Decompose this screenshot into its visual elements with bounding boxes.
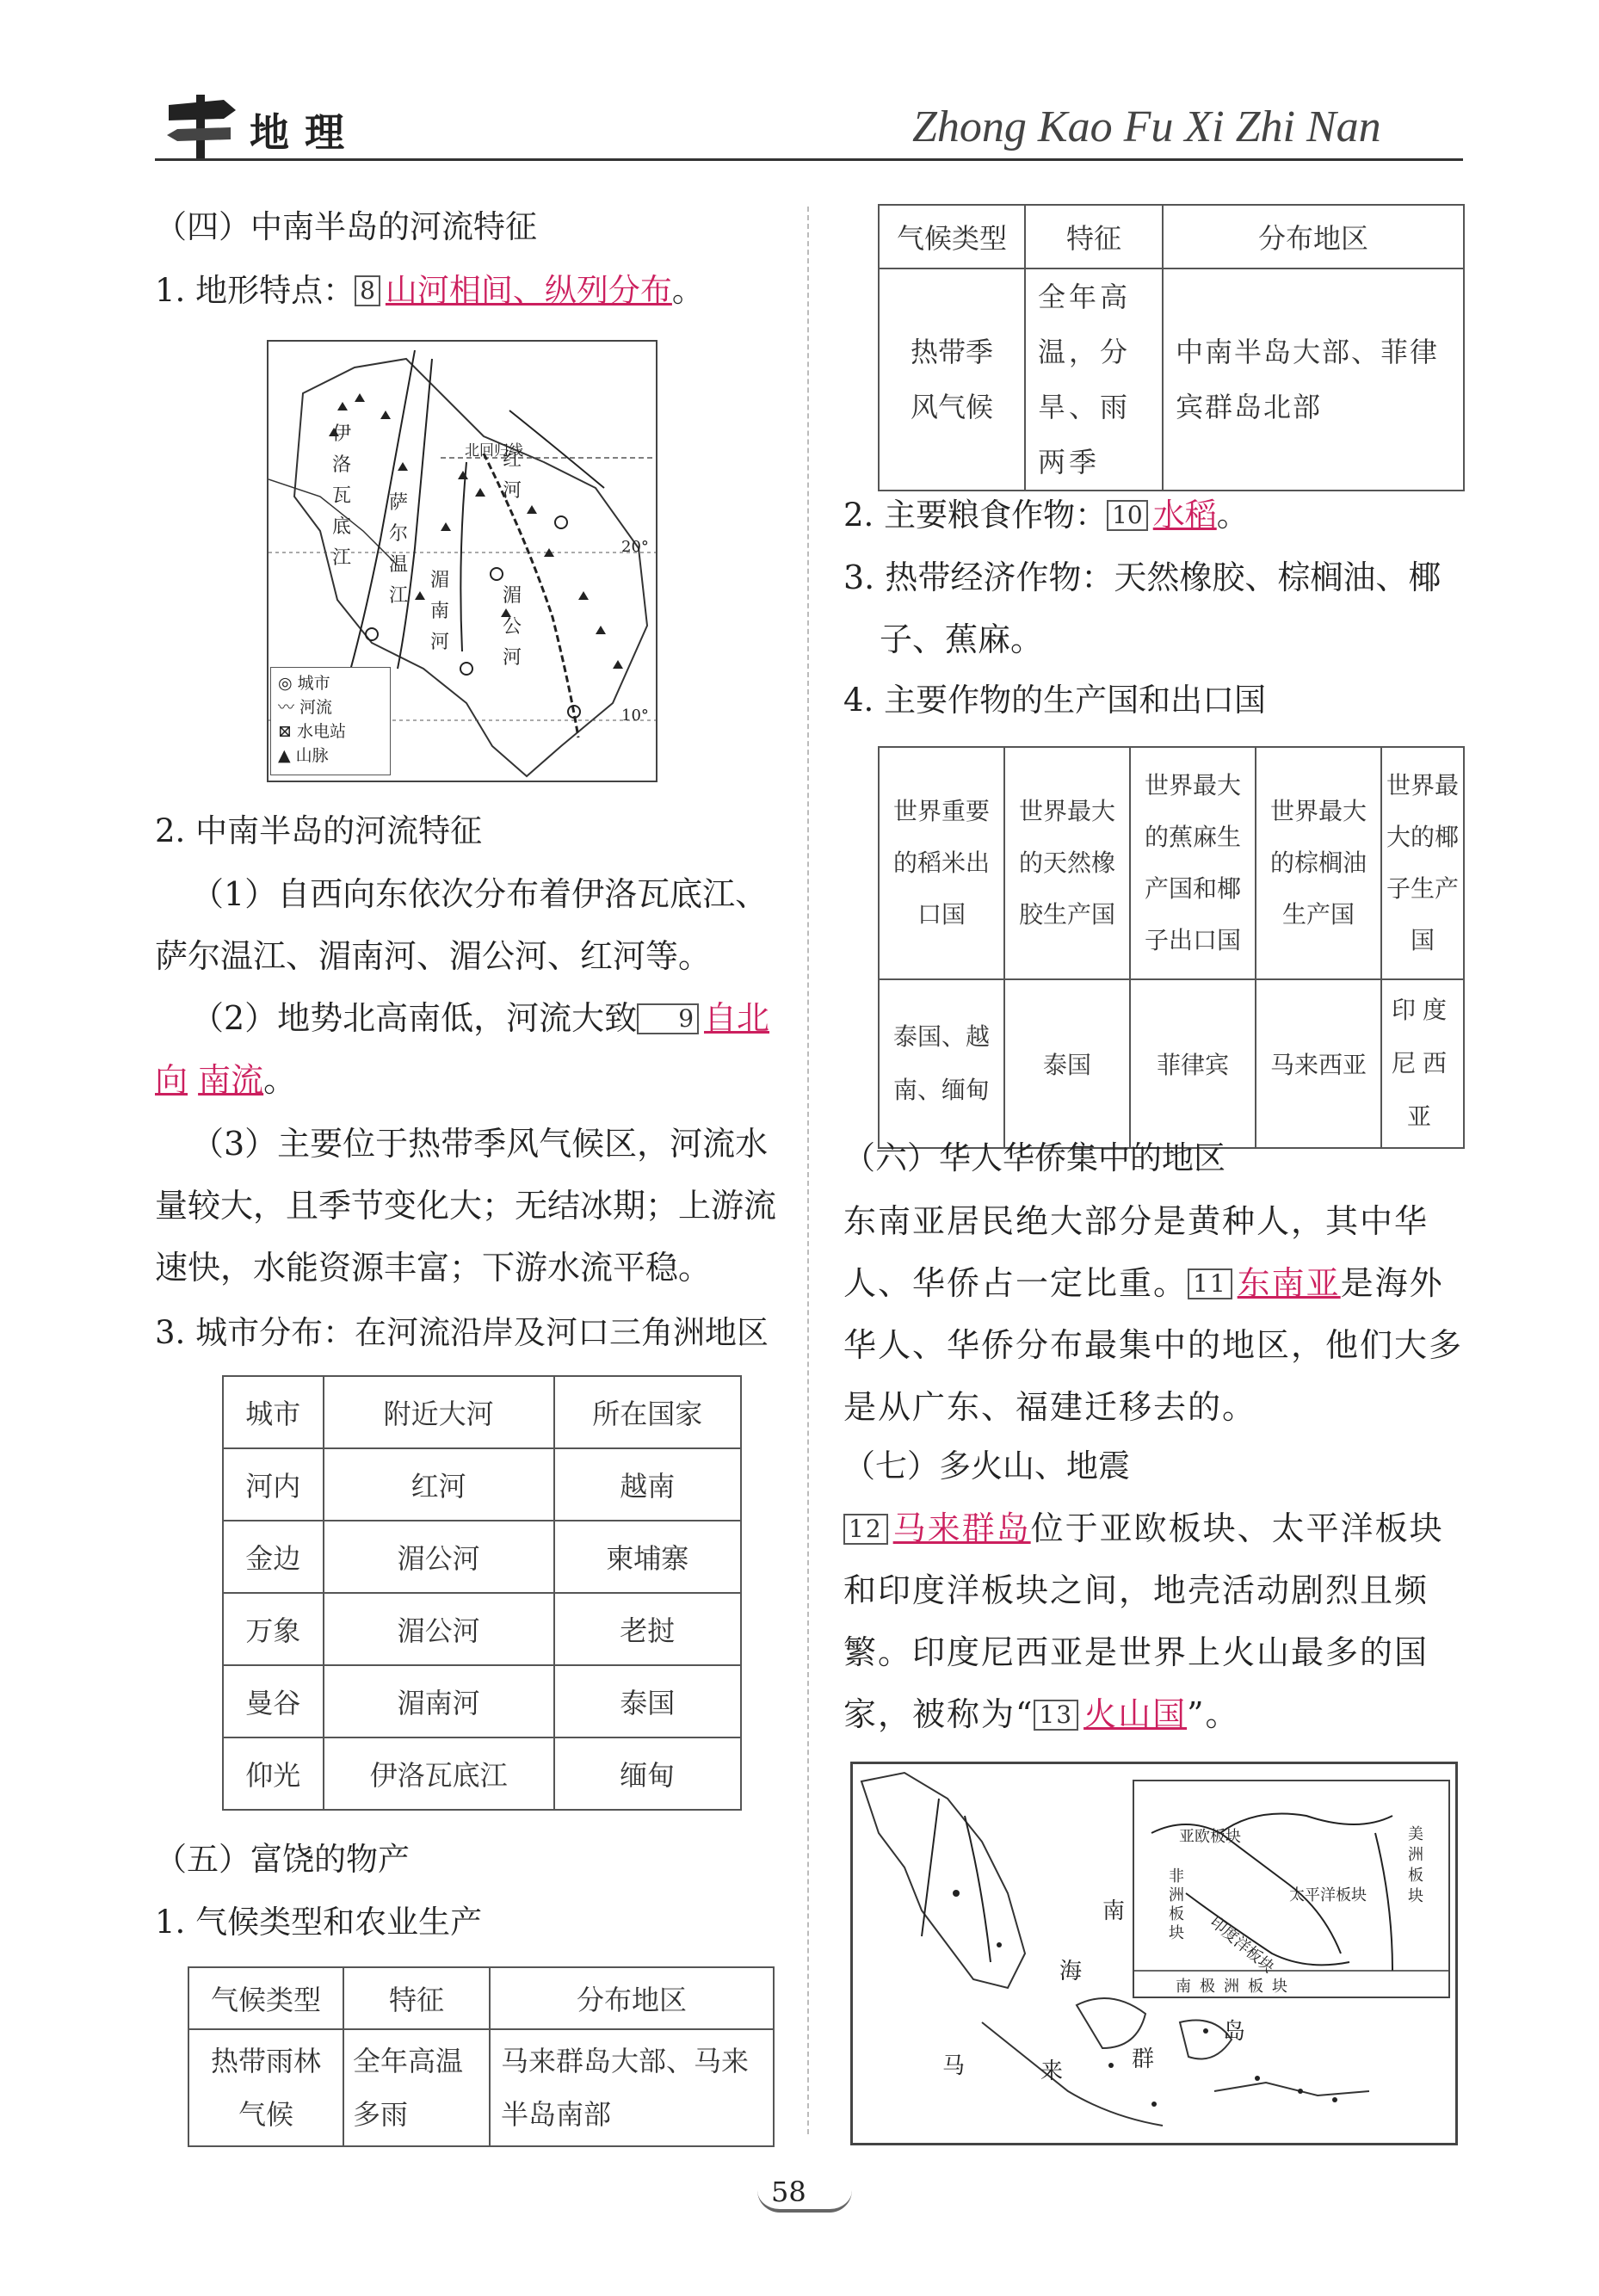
climate-table-2 [878,204,1465,491]
plate-eurasian: 亚欧板块 [1179,1828,1241,1846]
terrain-label: 1. 地形特点： [155,272,355,309]
grain-line [843,485,1249,546]
map-label-irrawaddy: 伊洛瓦底江 [332,423,352,569]
climate1-header-1: 气候类型 [188,1967,343,2029]
indochina-river-map [267,340,658,782]
answer-grain: 水稻 [1152,497,1217,534]
river-feature-1: （1）自西向东依次分布着伊洛瓦底江、萨尔温江、湄南河、湄公河、红河等。 [155,875,769,975]
terrain-line [155,260,704,322]
plate-african: 非洲板块 [1169,1867,1184,1942]
city-cell: 湄南河 [324,1665,554,1737]
plate-inset-map [1133,1780,1450,1998]
answer-volcano-country: 火山国 [1083,1695,1188,1733]
climate1-header-2: 特征 [343,1967,490,2029]
map-label-chao-phraya: 湄南河 [430,570,450,653]
legend-hydro-label: 水电站 [296,722,346,741]
blank-number-12: 12 [843,1514,888,1545]
crop-header-2: 世界最大的天然橡胶生产国 [1004,747,1130,979]
crop-header-3: 世界最大的蕉麻生产国和椰子出口国 [1130,747,1256,979]
city-header-2: 附近大河 [324,1376,554,1448]
plate-antarctic: 南极洲板块 [1176,1978,1296,1996]
city-header-3: 所在国家 [554,1376,741,1448]
climate2-header-1: 气候类型 [879,205,1025,268]
city-cell: 曼谷 [223,1665,324,1737]
tropic-label: 北回归线 [465,442,523,460]
climate2-header-3: 分布地区 [1163,205,1464,268]
city-cell: 万象 [223,1593,324,1665]
grain-label: 2. 主要粮食作物： [843,497,1108,534]
legend-hydro: ⊠ 水电站 [278,722,346,741]
map-legend [270,667,391,775]
city-table [222,1375,742,1811]
terrain-end: 。 [671,272,704,309]
map2-label-ma: 马 [942,2053,966,2079]
section6-title: （六）华人华侨集中的地区 [843,1139,1225,1176]
section4-title: （四）中南半岛的河流特征 [155,208,537,245]
plate-pacific: 太平洋板块 [1289,1886,1367,1904]
climate2-header-2: 特征 [1025,205,1163,268]
map2-label-nan: 南 [1102,1898,1126,1924]
page-number: 58 [771,2176,806,2208]
city-header-1: 城市 [223,1376,324,1448]
city-cell: 越南 [554,1448,741,1521]
crop-cell-1: 泰国、越南、缅甸 [879,979,1004,1148]
crop-header-5: 世界最大的椰子生产国 [1381,747,1464,979]
answer-archipelago: 马来群岛 [892,1509,1031,1547]
column-divider [807,207,809,2134]
subject-title: 地理 [250,109,360,156]
overseas-text-2: 是海外华人、华侨分布最集中的地区，他们大多是从广东、福建迁移去的。 [843,1264,1464,1426]
overseas-chinese-text [843,1190,1466,1438]
crop-cell-5: 印度尼西亚 [1381,979,1464,1148]
volcano-text-1: 位于亚欧板块、太平洋板块和印度洋板块之间，地壳活动剧烈且频繁。印度尼西亚是世界上火山最多的国家，被称为“ [843,1509,1444,1733]
climate2-region: 中南半岛大部、菲律宾群岛北部 [1163,268,1464,491]
crop-cell-2: 泰国 [1004,979,1130,1148]
crop-cell-3: 菲律宾 [1130,979,1256,1148]
blank-number: 8 [355,275,380,306]
climate1-region: 马来群岛大部、马来半岛南部 [490,2029,774,2146]
crop-header-4: 世界最大的棕榈油生产国 [1256,747,1381,979]
volcano-text [843,1497,1466,1745]
map2-label-qun: 群 [1132,2046,1155,2072]
city-cell: 缅甸 [554,1737,741,1810]
city-cell: 红河 [324,1448,554,1521]
city-distribution-title: 3. 城市分布：在河流沿岸及河口三角洲地区 [155,1314,769,1351]
legend-city: ◎ 城市 [278,674,330,693]
map-label-red-river: 红河 [503,449,543,502]
plate-american: 美洲板块 [1408,1825,1423,1905]
overseas-text-1: 东南亚居民绝大部分是黄种人，其中华人、华侨占一定比重。 [843,1202,1429,1302]
climate-agri-title: 1. 气候类型和农业生产 [155,1904,483,1941]
map2-label-dao: 岛 [1223,2019,1246,2045]
city-cell: 伊洛瓦底江 [324,1737,554,1810]
crop-header-1: 世界重要的稻米出口国 [879,747,1004,979]
city-cell: 河内 [223,1448,324,1521]
volcano-end: ”。 [1187,1695,1240,1733]
answer-terrain: 山河相间、纵列分布 [385,272,672,309]
answer-flow-1: 自北向 [155,999,770,1099]
cash-crops-line: 3. 热带经济作物：天然橡胶、棕榈油、椰子、蕉麻。 [843,559,1442,658]
city-cell: 老挝 [554,1593,741,1665]
section7-title: （七）多火山、地震 [843,1447,1130,1484]
answer-region: 东南亚 [1237,1264,1341,1302]
answer-flow-2: 南流 [198,1061,264,1099]
climate-table-1 [188,1966,775,2147]
city-cell: 泰国 [554,1665,741,1737]
flow-text: （2）地势北高南低，河流大致 [191,999,638,1037]
legend-river: 〰 河流 [278,698,333,717]
blank-number-13: 13 [1034,1700,1078,1731]
legend-mountain: ▲ 山脉 [278,746,329,765]
climate1-feature: 全年高温多雨 [343,2029,490,2146]
plate-indian: 印度洋板块 [1206,1913,1278,1978]
river-features-title: 2. 中南半岛的河流特征 [155,812,483,849]
legend-city-label: 城市 [297,674,330,693]
map2-label-lai: 来 [1040,2058,1064,2084]
city-cell: 湄公河 [324,1593,554,1665]
climate1-type: 热带雨林气候 [188,2029,343,2146]
crop-producers-title: 4. 主要作物的生产国和出口国 [843,682,1267,719]
map-label-salween: 萨尔温江 [389,492,409,607]
crop-cell-4: 马来西亚 [1256,979,1381,1148]
signpost-icon [164,86,241,164]
map-label-mekong: 湄公河 [503,585,522,669]
legend-mountain-label: 山脉 [295,746,329,765]
page-number-ornament [757,2190,852,2213]
lat20-label: 20° [621,538,649,556]
section5-title: （五）富饶的物产 [155,1841,410,1878]
legend-river-label: 河流 [299,698,333,717]
header-rule [155,158,1463,161]
crop-table [878,746,1465,1149]
city-cell: 湄公河 [324,1521,554,1593]
climate1-header-3: 分布地区 [490,1967,774,2029]
city-cell: 柬埔寨 [554,1521,741,1593]
river-feature-3: （3）主要位于热带季风气候区，河流水量较大，且季节变化大；无结冰期；上游流速快，水能资源丰富；下游水流平稳。 [155,1125,777,1287]
river-feature-2 [155,987,776,1111]
series-title: Zhong Kao Fu Xi Zhi Nan [912,102,1381,151]
climate2-type: 热带季风气候 [879,268,1025,491]
blank-number-9: 9 [637,1003,699,1034]
grain-end: 。 [1216,497,1249,534]
blank-number-11: 11 [1188,1268,1232,1299]
map2-label-hai: 海 [1059,1959,1083,1984]
city-cell: 金边 [223,1521,324,1593]
southeast-asia-map [850,1762,1458,2145]
blank-number-10: 10 [1107,500,1148,531]
climate2-feature: 全年高温，分旱、雨两季 [1025,268,1163,491]
flow-end: 。 [263,1061,297,1099]
lat10-label: 10° [621,707,649,725]
city-cell: 仰光 [223,1737,324,1810]
